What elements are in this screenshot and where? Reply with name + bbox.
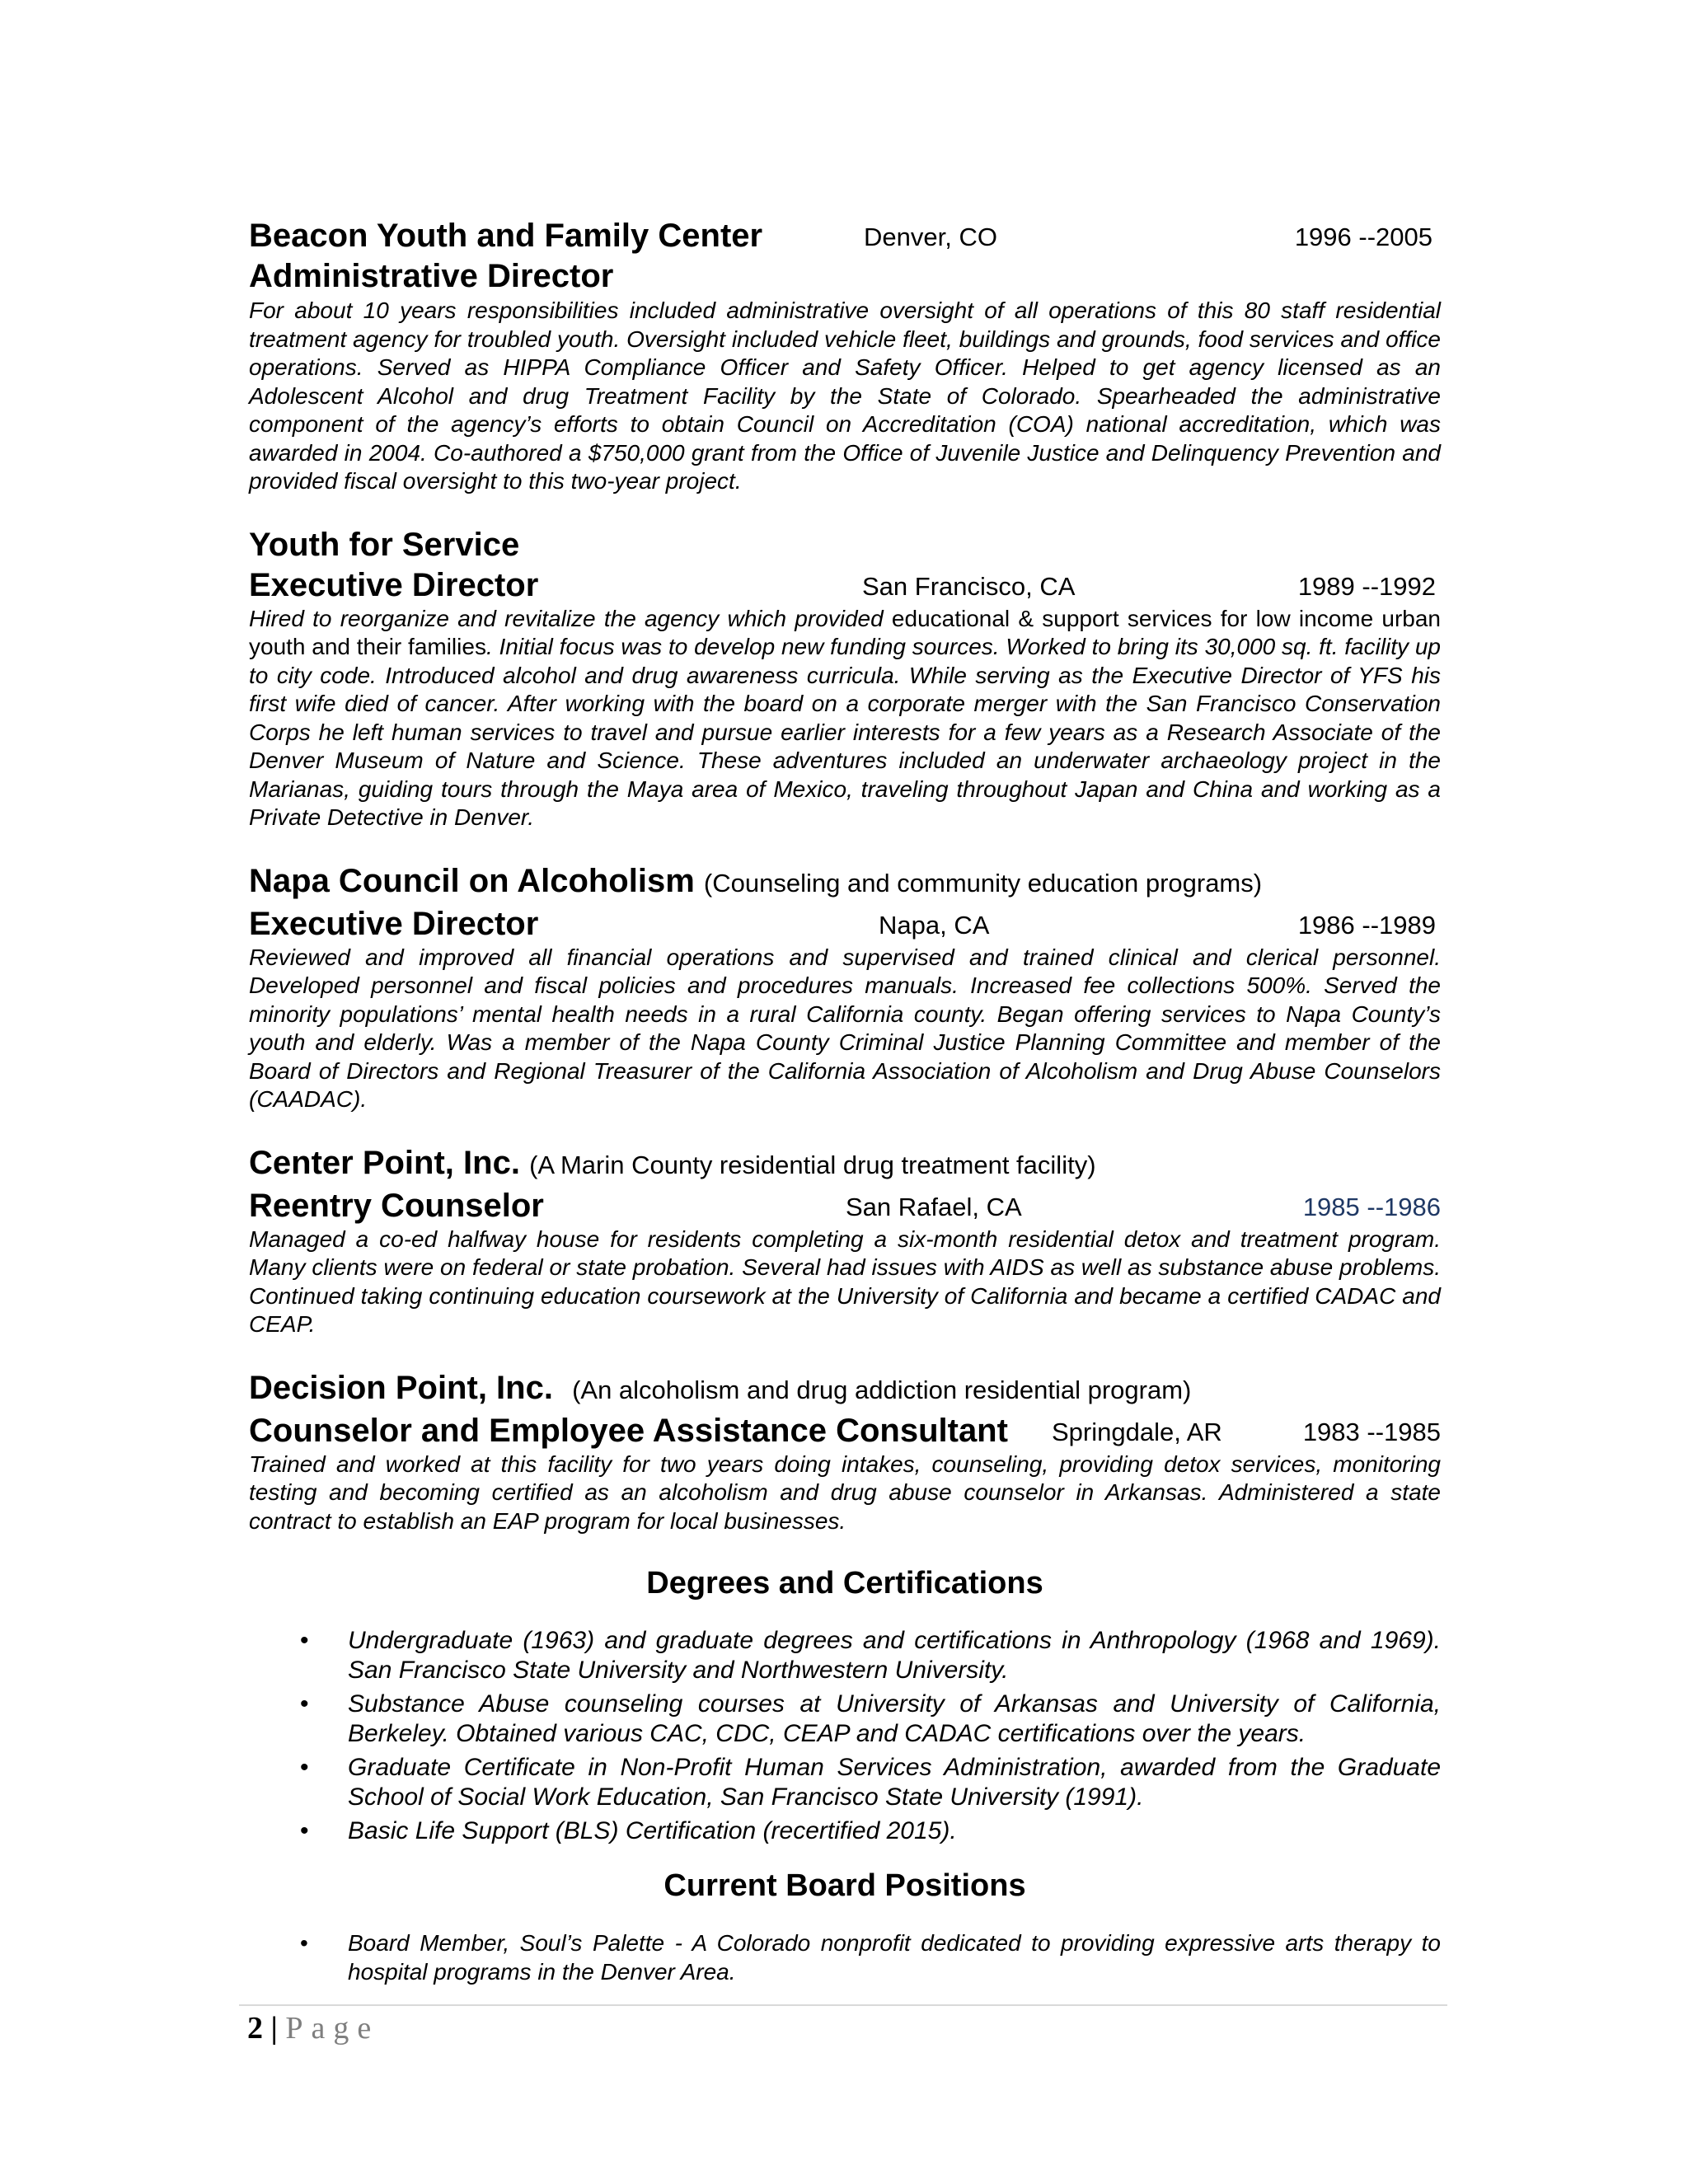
organization-line [249, 860, 1441, 904]
job-header-row [249, 565, 1441, 605]
bullet-icon: • [300, 1690, 309, 1718]
job-dates: 1989 --1992 [1297, 571, 1436, 601]
job-description: Reviewed and improved all financial operations and supervised and trained clinical and clerical personnel. Developed personnel and fiscal policies and procedures manuals. Increased fee collections 500%. Served the minority populations’ mental health needs in a rural California county. Began offering services to Napa County’s youth and elderly. Was a member of the Napa County Criminal Justice Planning Committee and member of the Board of Directors and Regional Treasurer of the California Association of Alcoholism and Drug Abuse Counselors (CAADAC). [249, 944, 1441, 1112]
organization-name: Youth for Service [249, 526, 520, 563]
bullet-icon: • [300, 1754, 309, 1781]
job-location: Springdale, AR [1052, 1417, 1222, 1446]
organization-line [249, 1142, 1441, 1186]
organization-name: Decision Point, Inc. [249, 1369, 553, 1406]
list-item [249, 1690, 1441, 1748]
organization-name: Beacon Youth and Family Center [249, 218, 763, 254]
list-item [249, 1929, 1441, 1986]
bullet-icon: • [300, 1627, 309, 1654]
list-item-text: Substance Abuse counseling courses at University of Arkansas and University of California, Berkeley. Obtained various CAC, CDC, CEAP and CADAC certifications over the years. [348, 1690, 1441, 1747]
job-location: Napa, CA [879, 910, 990, 940]
job-entry-beacon [249, 216, 1441, 496]
page-footer [247, 2008, 379, 2049]
job-location: San Francisco, CA [862, 571, 1076, 601]
job-description [249, 605, 1441, 832]
list-item-text: Basic Life Support (BLS) Certification (recertified 2015). [348, 1817, 957, 1844]
job-title: Executive Director [249, 566, 539, 603]
description-part: educational & support services for low income urban youth and their families [249, 605, 1441, 659]
job-header-row [249, 216, 1441, 255]
list-item-text: Graduate Certificate in Non-Profit Human Services Administration, awarded from the Graduate School of Social Work Education, San Francisco State University (1991). [348, 1754, 1441, 1811]
organization-name: Center Point, Inc. [249, 1144, 520, 1181]
list-item-text: Undergraduate (1963) and graduate degrees and certifications in Anthropology (1968 and 1969). San Francisco State University and Northwestern University. [348, 1627, 1441, 1684]
job-title: Administrative Director [249, 258, 614, 294]
organization-line [249, 1367, 1441, 1411]
job-location: Denver, CO [864, 223, 997, 251]
organization-note: (Counseling and community education programs) [703, 868, 1263, 898]
job-dates: 1996 --2005 [1294, 223, 1432, 251]
page-label: Page [285, 2011, 380, 2046]
organization-note: (A Marin County residential drug treatment facility) [529, 1150, 1096, 1179]
bullet-icon: • [300, 1817, 309, 1844]
job-description: Managed a co-ed halfway house for residents completing a six-month residential detox and treatment program. Many clients were on federal or state probation. Several had issues with AIDS as well as substance abuse problems. Continued taking continuing education coursework at the University of California and became a certified CADAC and CEAP. [249, 1226, 1441, 1337]
resume-content [249, 216, 1441, 2006]
job-header-row [249, 1186, 1441, 1226]
job-entry-decision-point [249, 1367, 1441, 1536]
board-list [249, 1929, 1441, 1986]
job-description: Trained and worked at this facility for two years doing intakes, counseling, providing detox services, monitoring testing and becoming certified as an alcoholism and drug abuse counselor in Arkansas. Administered a state contract to establish an EAP program for local businesses. [249, 1451, 1441, 1534]
footer-separator: | [270, 2011, 278, 2046]
description-part: Hired to reorganize and revitalize the agency which provided [249, 605, 892, 631]
job-header-row [249, 1411, 1441, 1451]
degrees-list [249, 1626, 1441, 1846]
job-description: For about 10 years responsibilities included administrative oversight of all operations of this 80 staff residential treatment agency for troubled youth. Oversight included vehicle fleet, buildings and grounds, food services and office operations. Served as HIPPA Compliance Officer and Safety Officer. Helped to get agency licensed as an Adolescent Alcohol and drug Treatment Facility by the State of Colorado. Spearheaded the administrative component of the agency’s efforts to obtain Council on Accreditation (COA) national accreditation, which was awarded in 2004. Co-authored a $750,000 grant from the Office of Juvenile Justice and Delinquency Prevention and provided fiscal oversight to this two-year project. [249, 298, 1441, 494]
job-location: San Rafael, CA [846, 1192, 1022, 1221]
list-item [249, 1753, 1441, 1811]
job-header-row [249, 904, 1441, 944]
footer-divider [239, 2004, 1447, 2006]
bullet-icon: • [300, 1929, 308, 1956]
page-number: 2 [247, 2011, 263, 2046]
list-item [249, 1816, 1441, 1846]
job-dates: 1983 --1985 [1302, 1417, 1441, 1446]
job-entry-center-point [249, 1142, 1441, 1339]
description-part: . Initial focus was to develop new funding sources. Worked to bring its 30,000 sq. ft. facility up to city code. Introduced alcohol and drug awareness curricula. While serving as the Executive Director of YFS his first wife died of cancer. After working with the board on a corporate merger with the San Francisco Conservation Corps he left human services to travel and pursue earlier interests for a few years as a Research Associate of the Denver Museum of Nature and Science. These adventures included an underwater archaeology project in the Marianas, guiding tours through the Maya area of Mexico, traveling throughout Japan and China and working as a Private Detective in Denver. [249, 634, 1441, 830]
list-item [249, 1626, 1441, 1685]
job-title: Reentry Counselor [249, 1187, 544, 1224]
section-title-degrees: Degrees and Certifications [646, 1566, 1043, 1601]
organization-note: (An alcoholism and drug addiction residential program) [572, 1375, 1192, 1404]
job-title: Counselor and Employee Assistance Consultant [249, 1412, 1008, 1449]
job-entry-youth-for-service [249, 524, 1441, 832]
section-title-board: Current Board Positions [663, 1868, 1026, 1903]
organization-name: Napa Council on Alcoholism [249, 862, 695, 899]
job-entry-napa-council [249, 860, 1441, 1114]
job-dates: 1986 --1989 [1297, 910, 1436, 940]
list-item-text: Board Member, Soul’s Palette - A Colorado nonprofit dedicated to providing expressive arts therapy to hospital programs in the Denver Area. [348, 1929, 1441, 1985]
job-dates: 1985 --1986 [1302, 1192, 1441, 1221]
job-title: Executive Director [249, 905, 539, 942]
